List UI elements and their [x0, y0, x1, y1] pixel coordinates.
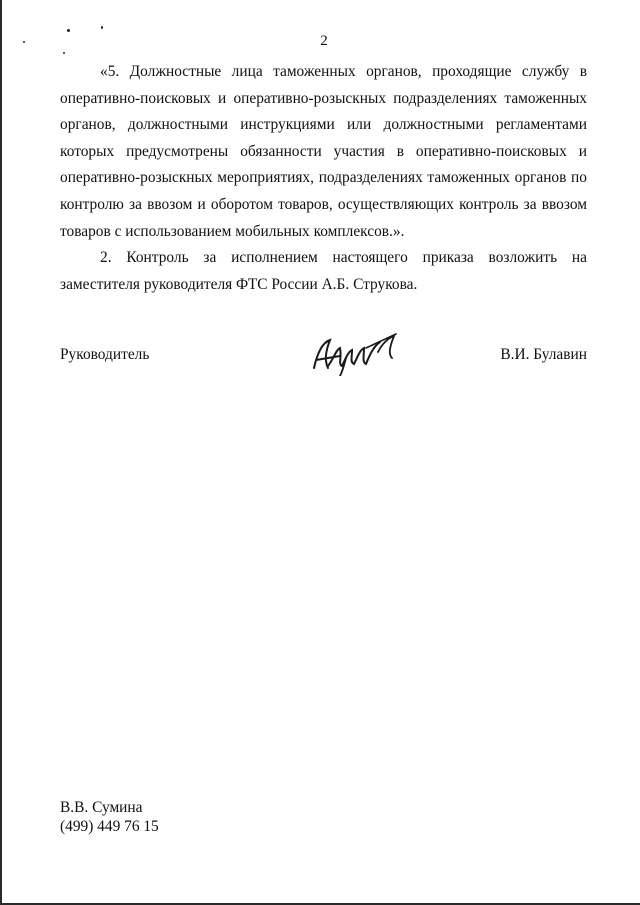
paragraph-item-5: «5. Должностные лица таможенных органов, проходящие службу в оперативно-поисковых и оперативно-розыскных подразделениях таможенных органов, должностными инструкциями или должностными регламентами которых предусмотрены обязанности участия в оперативно-поисковых и оперативно-розыскных мероприятиях, подразделениях таможенных органов по контролю за ввозом и оборотом товаров, осуществляющих контроль за ввозом товаров с использованием мобильных комплексов.». — [60, 63, 587, 240]
signature-block — [60, 334, 587, 384]
signatory-role: Руководитель — [60, 346, 150, 363]
document-body — [60, 59, 587, 298]
paragraph-item-2: 2. Контроль за исполнением настоящего приказа возложить на заместителя руководителя ФТС России А.Б. Струкова. — [60, 249, 587, 293]
contact-name: В.В. Сумина — [60, 799, 143, 816]
scan-speck — [101, 26, 103, 29]
page-number: 2 — [320, 33, 328, 49]
contact-block — [60, 798, 159, 836]
scan-speck — [67, 29, 70, 32]
signatory-name: В.И. Булавин — [500, 346, 587, 363]
scan-speck — [63, 52, 65, 54]
contact-phone: (499) 449 76 15 — [60, 818, 159, 835]
scan-edge-left — [0, 0, 2, 905]
handwritten-signature — [306, 328, 398, 376]
